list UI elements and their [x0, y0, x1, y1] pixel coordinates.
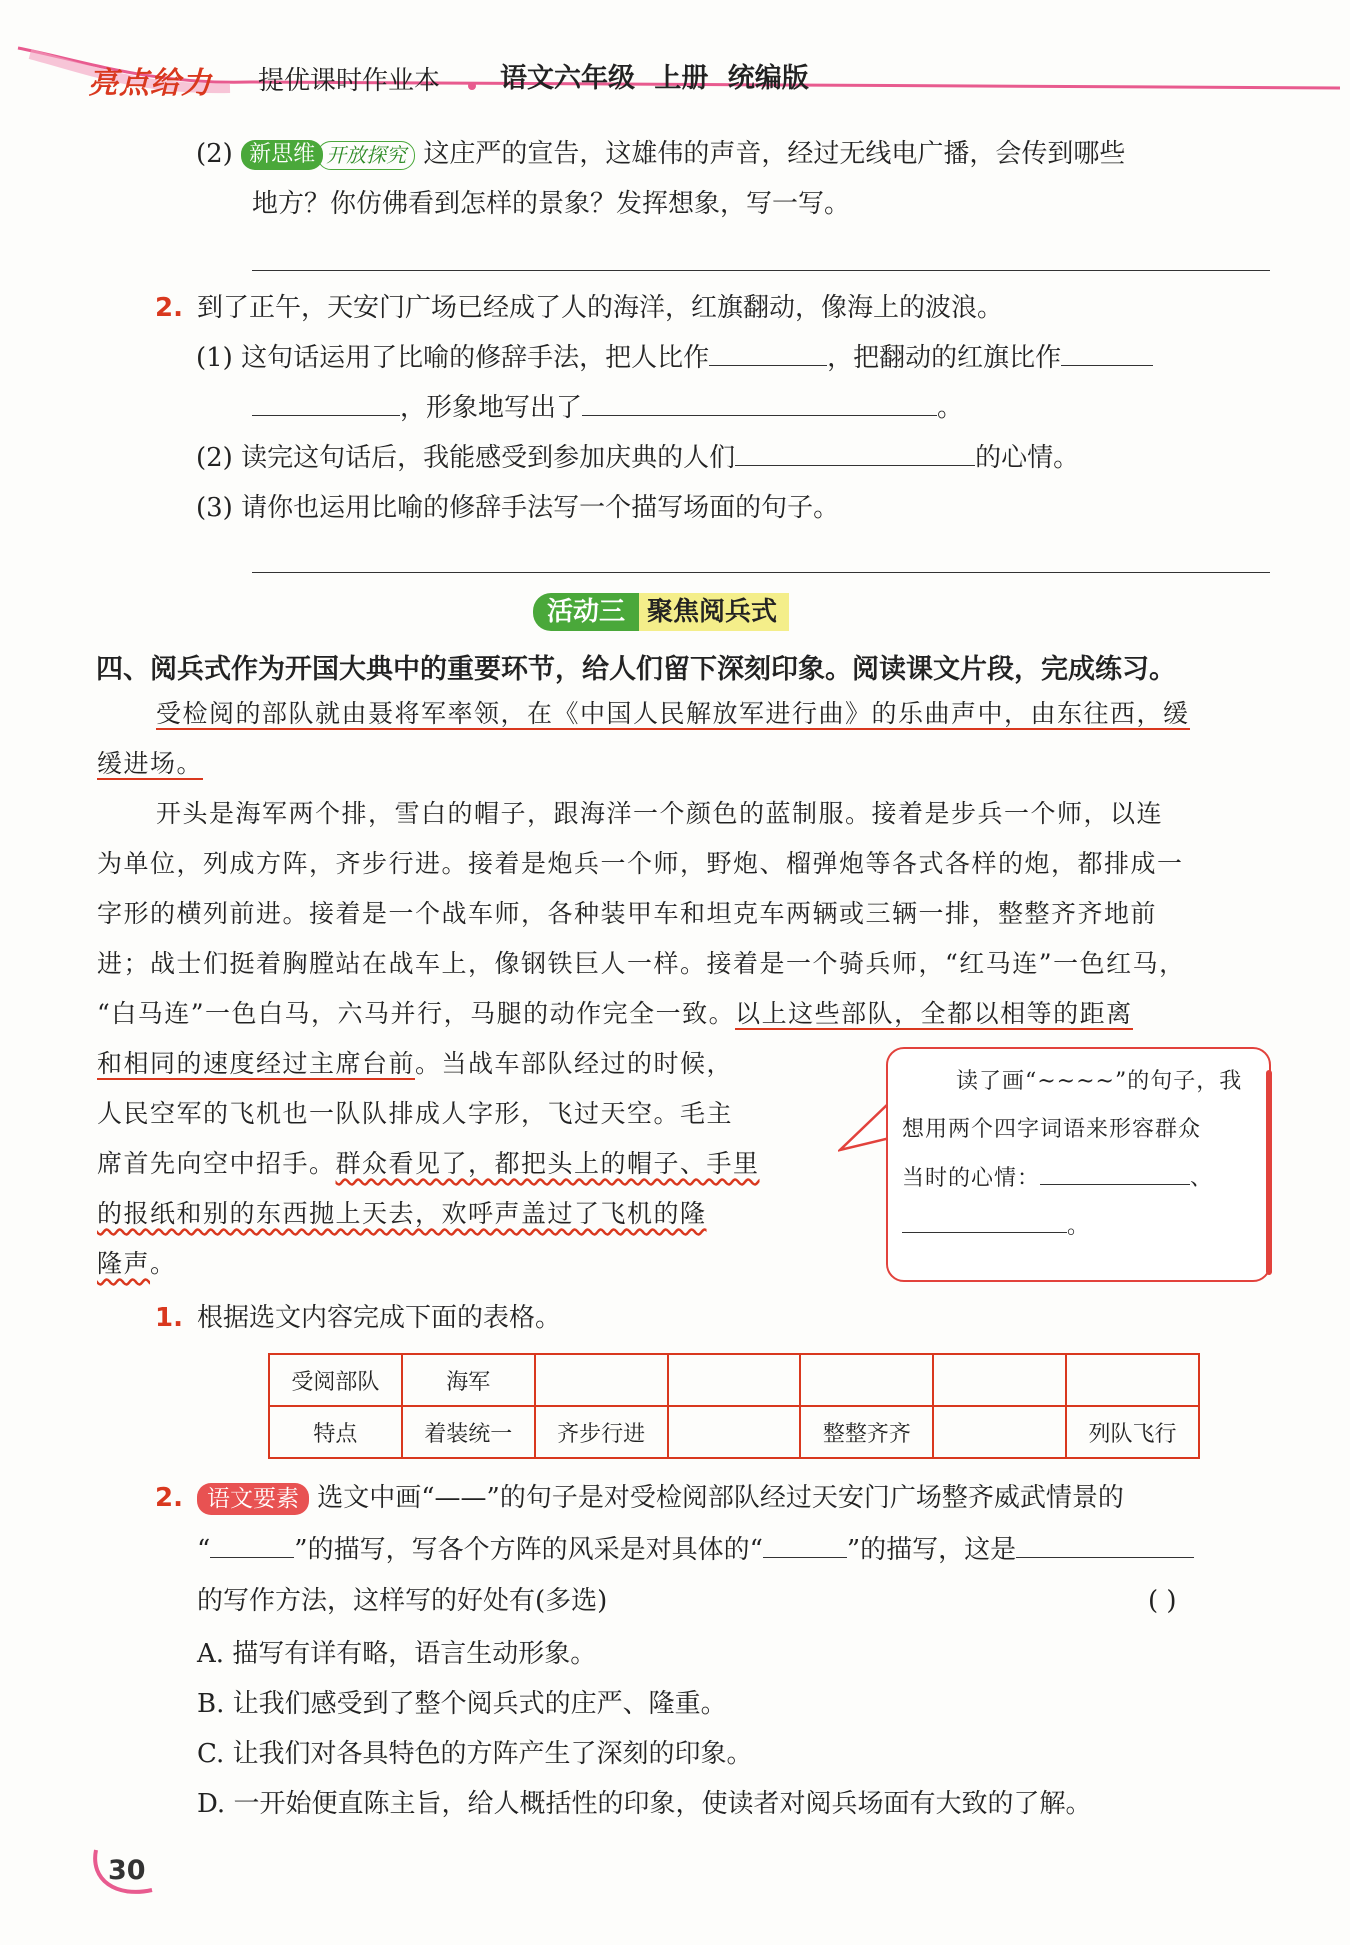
table-cell: 着装统一	[402, 1406, 535, 1458]
item-label: (1)	[196, 343, 233, 373]
underlined-text: 以上这些部队，全都以相等的距离	[735, 999, 1133, 1028]
table-cell: 特点	[269, 1406, 402, 1458]
question-text: ”的描写，这是	[846, 1535, 1017, 1565]
sub-question-1	[196, 340, 1153, 376]
table-cell: 整整齐齐	[800, 1406, 933, 1458]
passage-line	[97, 746, 203, 782]
page-number: 30	[108, 1855, 146, 1886]
underlined-text: 缓进场。	[97, 749, 204, 778]
question-text: 读完这句话后，我能感受到参加庆典的人们	[241, 443, 736, 473]
header-subtitle: 提优课时作业本	[258, 66, 441, 96]
answer-blank[interactable]	[252, 390, 400, 416]
question-number: 2.	[155, 293, 183, 323]
passage-line: 进；战士们挺着胸膛站在战车上，像钢铁巨人一样。接着是一个骑兵师，“红马连”一色红马，	[97, 949, 1186, 978]
answer-blank[interactable]	[735, 440, 975, 466]
option-c[interactable]: C. 让我们对各具特色的方阵产生了深刻的印象。	[197, 1739, 753, 1769]
table-row	[269, 1406, 1199, 1458]
question-text: 根据选文内容完成下面的表格。	[197, 1303, 562, 1333]
answer-blank[interactable]	[1061, 340, 1153, 366]
sub-question-3	[196, 490, 839, 526]
table-cell: 列队飞行	[1066, 1406, 1199, 1458]
wavy-underlined-text: 隆声	[97, 1249, 151, 1278]
item-label: (2)	[196, 443, 233, 473]
bubble-text: 读了画“~~~~”的句子，我	[956, 1069, 1243, 1094]
question-text: 选文中画“——”的句子是对受检阅部队经过天安门广场整齐威武情景的	[317, 1483, 1124, 1513]
badge-language-element: 语文要素	[197, 1483, 309, 1515]
passage-line: 人民空军的飞机也一队队排成人字形，飞过天空。毛主	[97, 1099, 734, 1128]
bubble-text-part: 。	[1067, 1214, 1091, 1239]
passage-line	[156, 696, 1190, 732]
question-text: 的写作方法，这样写的好处有(多选)	[197, 1586, 608, 1616]
table-cell: 海军	[402, 1354, 535, 1406]
answer-blank[interactable]	[763, 1532, 847, 1558]
question-item	[196, 136, 1125, 172]
passage-line: 开头是海军两个排，雪白的帽子，跟海洋一个颜色的蓝制服。接着是步兵一个师，以连	[156, 799, 1164, 828]
answer-table	[268, 1353, 1200, 1459]
sub-question-2	[196, 440, 1079, 476]
question-text: 这句话运用了比喻的修辞手法，把人比作	[241, 343, 710, 373]
option-a[interactable]: A. 描写有详有略，语言生动形象。	[197, 1639, 597, 1669]
question-text: 地方？你仿佛看到怎样的景象？发挥想象，写一写。	[252, 189, 851, 219]
badge-open-explore: 开放探究	[317, 141, 415, 170]
passage-line	[97, 1146, 760, 1182]
question-number: 1.	[155, 1303, 183, 1333]
sub-question-1-cont	[252, 390, 963, 426]
passage-text: 席首先向空中招手。	[97, 1149, 336, 1178]
wavy-underlined-text: 群众看见了，都把头上的帽子、手里	[335, 1149, 760, 1178]
table-cell[interactable]	[668, 1406, 801, 1458]
question-text: ”的描写，写各个方阵的风采是对具体的“	[294, 1535, 763, 1565]
brand-logo: 亮点给力	[88, 66, 212, 101]
table-cell[interactable]	[535, 1354, 668, 1406]
passage-line	[97, 996, 1133, 1032]
bubble-tail	[838, 1100, 892, 1160]
passage-line	[97, 1046, 733, 1082]
question-text: ，形象地写出了	[400, 393, 583, 423]
answer-line[interactable]	[252, 572, 1270, 573]
question-stem: 到了正午，天安门广场已经成了人的海洋，红旗翻动，像海上的波浪。	[197, 293, 1004, 323]
bubble-text-part: 、	[1190, 1166, 1214, 1191]
question-text: ，把翻动的红旗比作	[827, 343, 1062, 373]
item-label: (2)	[196, 139, 233, 169]
answer-blank[interactable]	[709, 340, 827, 366]
question-line	[197, 1480, 1124, 1516]
question-text: “	[197, 1535, 211, 1565]
section-title: 四、阅兵式作为开国大典中的重要环节，给人们留下深刻印象。阅读课文片段，完成练习。	[96, 654, 1176, 685]
speech-bubble	[886, 1047, 1271, 1282]
table-cell: 齐步行进	[535, 1406, 668, 1458]
option-b[interactable]: B. 让我们感受到了整个阅兵式的庄严、隆重。	[197, 1689, 727, 1719]
table-cell[interactable]	[933, 1354, 1066, 1406]
answer-blank[interactable]	[582, 390, 937, 416]
bubble-text: 想用两个四字词语来形容群众	[902, 1117, 1202, 1142]
passage-text: 。	[150, 1249, 177, 1278]
option-d[interactable]: D. 一开始便直陈主旨，给人概括性的印象，使读者对阅兵场面有大致的了解。	[197, 1789, 1092, 1819]
passage-line: 为单位，列成方阵，齐步行进。接着是炮兵一个师，野炮、榴弹炮等各式各样的炮，都排成一	[97, 849, 1184, 878]
wavy-underlined-text: 的报纸和别的东西抛上天去，欢呼声盖过了飞机的隆	[97, 1199, 707, 1228]
answer-blank[interactable]	[1016, 1532, 1194, 1558]
answer-line[interactable]	[252, 270, 1270, 271]
underlined-text: 受检阅的部队就由聂将军率领，在《中国人民解放军进行曲》的乐曲声中，由东往西，缓	[156, 699, 1190, 728]
question-text: 这庄严的宣告，这雄伟的声音，经过无线电广播，会传到哪些	[423, 139, 1126, 169]
answer-blank[interactable]	[210, 1532, 294, 1558]
passage-line: 字形的横列前进。接着是一个战车师，各种装甲车和坦克车两辆或三辆一排，整整齐齐地前	[97, 899, 1158, 928]
underlined-text: 和相同的速度经过主席台前	[97, 1049, 416, 1078]
table-cell[interactable]	[933, 1406, 1066, 1458]
passage-line	[97, 1196, 707, 1232]
item-label: (3)	[196, 493, 233, 523]
bubble-text	[902, 1211, 1090, 1242]
passage-text: 。当战车部队经过的时候，	[415, 1049, 734, 1078]
question-text: 请你也运用比喻的修辞手法写一个描写场面的句子。	[241, 493, 840, 523]
badge-new-thinking: 新思维	[241, 140, 323, 170]
activity-title: 聚焦阅兵式	[639, 593, 789, 631]
question-number: 2.	[155, 1483, 183, 1513]
question-text: 的心情。	[975, 443, 1080, 473]
passage-text: “白马连”一色白马，六马并行，马腿的动作完全一致。	[97, 999, 736, 1028]
answer-blank[interactable]	[1040, 1163, 1190, 1185]
header-book-title: 语文六年级 上册 统编版	[500, 63, 809, 94]
table-cell[interactable]	[1066, 1354, 1199, 1406]
bubble-shadow	[1266, 1070, 1276, 1280]
table-cell[interactable]	[668, 1354, 801, 1406]
bubble-text	[902, 1163, 1213, 1194]
question-line	[197, 1532, 1194, 1568]
table-cell: 受阅部队	[269, 1354, 402, 1406]
table-cell[interactable]	[800, 1354, 933, 1406]
bubble-text-part: 当时的心情：	[902, 1166, 1041, 1191]
table-row	[269, 1354, 1199, 1406]
answer-blank[interactable]	[902, 1211, 1067, 1233]
answer-paren[interactable]: ( )	[1148, 1586, 1177, 1616]
activity-tag: 活动三	[533, 593, 639, 631]
passage-line	[97, 1246, 177, 1282]
activity-banner	[533, 593, 789, 631]
question-text: 。	[937, 393, 964, 423]
